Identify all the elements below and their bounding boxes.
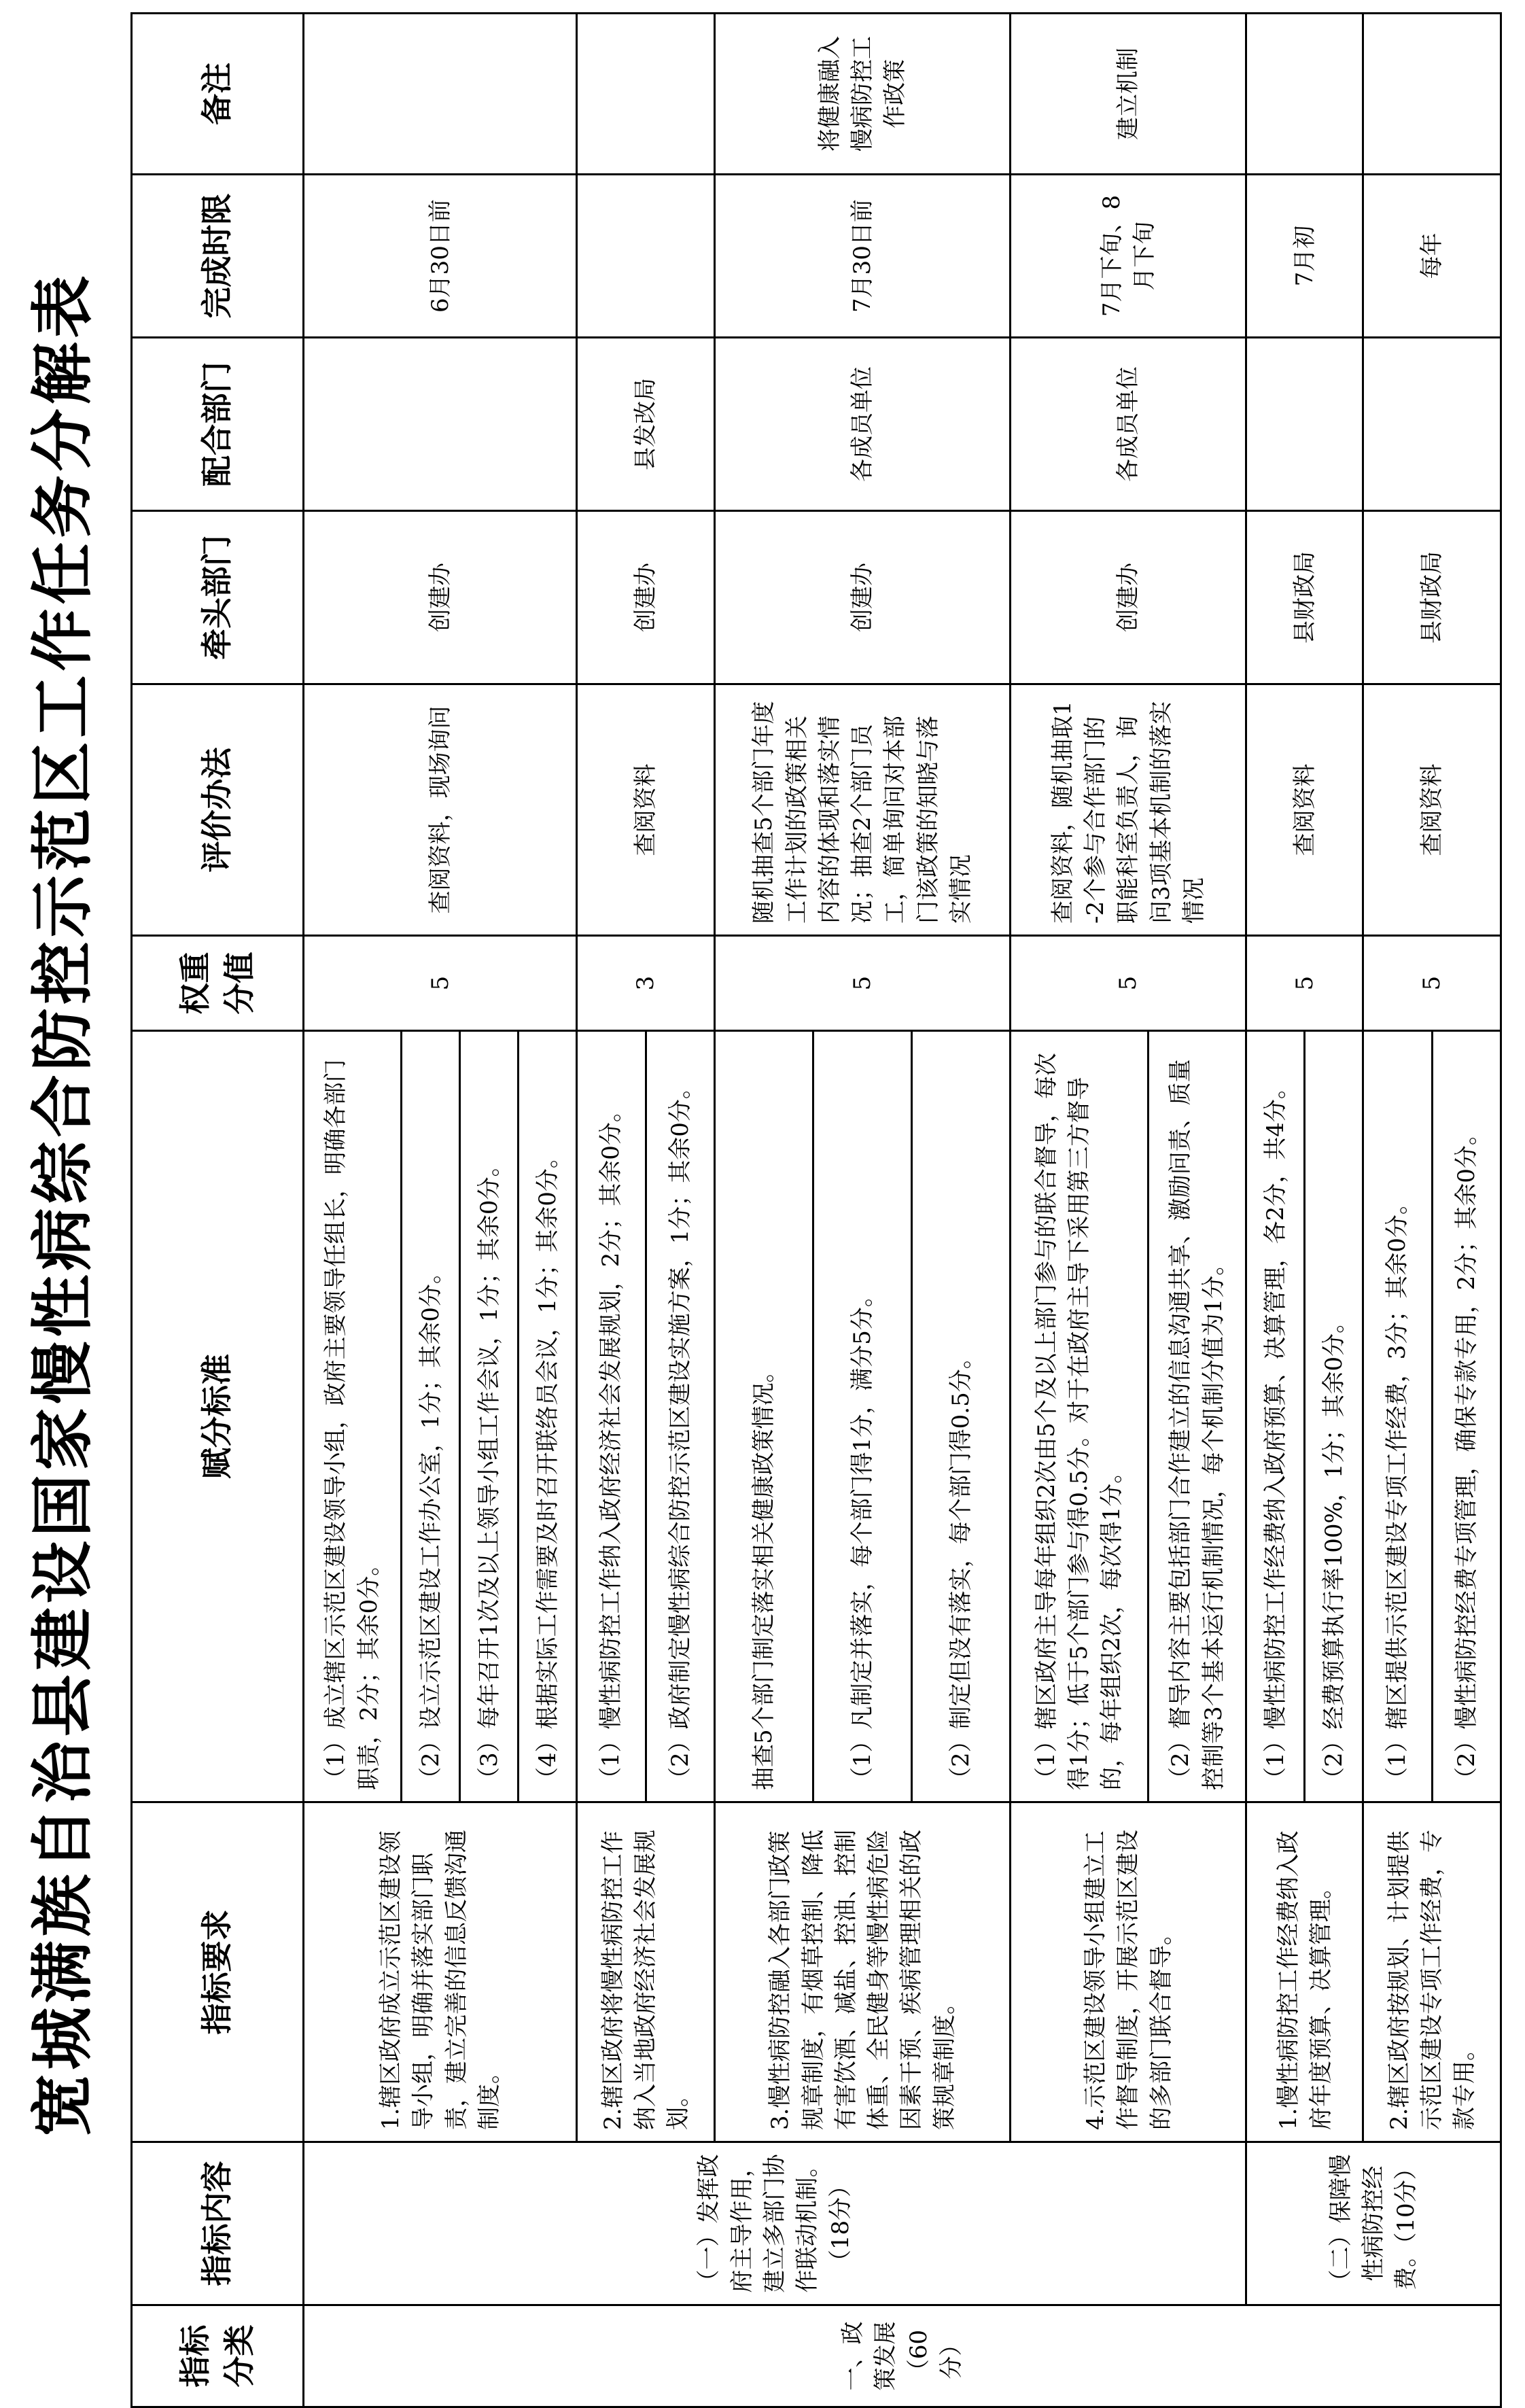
header-remarks: 备注 [132, 14, 304, 175]
content-cell: （二）保障慢性病防控经费。（10分） [1246, 2142, 1501, 2305]
table-row [1246, 14, 1305, 2407]
score-cell: 抽查5个部门制定落实相关健康政策情况。 [714, 1031, 813, 1802]
requirement-cell: 4.示范区建设领导小组建立工作督导制度，开展示范区建设的多部门联合督导。 [1011, 1802, 1246, 2142]
score-cell: （2）政府制定慢性病综合防控示范区建设实施方案，1分；其余0分。 [646, 1031, 714, 1802]
support-cell [1246, 338, 1363, 511]
table-row [304, 14, 402, 2407]
weight-cell: 5 [714, 936, 1011, 1031]
remarks-cell [1246, 14, 1363, 175]
score-cell: （1）慢性病防控工作纳入政府经济社会发展规划，2分；其余0分。 [577, 1031, 646, 1802]
lead-cell: 创建办 [714, 511, 1011, 684]
score-cell: （2）设立示范区建设工作办公室，1分；其余0分。 [402, 1031, 460, 1802]
method-cell: 查阅资料 [1363, 684, 1501, 936]
lead-cell: 县财政局 [1363, 511, 1501, 684]
score-cell: （2）制定但没有落实，每个部门得0.5分。 [912, 1031, 1011, 1802]
table-row [1363, 14, 1432, 2407]
deadline-cell: 7月下旬、8月下旬 [1011, 175, 1246, 338]
method-cell: 查阅资料 [1246, 684, 1363, 936]
deadline-cell: 每年 [1363, 175, 1501, 338]
support-cell: 各成员单位 [714, 338, 1011, 511]
score-cell: （4）根据实际工作需要及时召开联络员会议，1分；其余0分。 [519, 1031, 577, 1802]
lead-cell: 创建办 [1011, 511, 1246, 684]
score-cell: （3）每年召开1次及以上领导小组工作会议，1分；其余0分。 [460, 1031, 519, 1802]
lead-cell: 创建办 [304, 511, 577, 684]
header-category: 指标分类 [132, 2305, 304, 2407]
remarks-cell [304, 14, 577, 175]
weight-cell: 3 [577, 936, 715, 1031]
weight-cell: 5 [1011, 936, 1246, 1031]
method-cell: 查阅资料 [577, 684, 715, 936]
score-cell: （1）凡制定并落实，每个部门得1分，满分5分。 [813, 1031, 912, 1802]
table-row [577, 14, 646, 2407]
support-cell: 县发改局 [577, 338, 715, 511]
score-cell: （1）辖区政府主导每年组织2次由5个及以上部门参与的联合督导，每次得1分；低于5个部门参与得0.5分。对于在政府主导下采用第三方督导的，每年组织2次，每次得1分。 [1011, 1031, 1149, 1802]
header-deadline: 完成时限 [132, 175, 304, 338]
table-row [714, 14, 813, 2407]
weight-cell: 5 [304, 936, 577, 1031]
header-content: 指标内容 [132, 2142, 304, 2305]
header-lead: 牵头部门 [132, 511, 304, 684]
weight-cell: 5 [1363, 936, 1501, 1031]
header-support: 配合部门 [132, 338, 304, 511]
score-cell: （1）慢性病防控工作经费纳入政府预算、决算管理，各2分，共4分。 [1246, 1031, 1305, 1802]
requirement-cell: 3.慢性病防控融入各部门政策规章制度，有烟草控制、降低有害饮酒、减盐、控油、控制体重、全民健身等慢性病危险因素干预、疾病管理相关的政策规章制度。 [714, 1802, 1011, 2142]
header-requirement: 指标要求 [132, 1802, 304, 2142]
header-method: 评价办法 [132, 684, 304, 936]
task-table [130, 12, 1502, 2408]
score-cell: （1）成立辖区示范区建设领导小组，政府主要领导任组长，明确各部门职责，2分；其余0分。 [304, 1031, 402, 1802]
lead-cell: 县财政局 [1246, 511, 1363, 684]
deadline-cell [577, 175, 715, 338]
requirement-cell: 1.辖区政府成立示范区建设领导小组，明确并落实部门职责，建立完善的信息反馈沟通制度。 [304, 1802, 577, 2142]
score-cell: （2）经费预算执行率100%，1分；其余0分。 [1305, 1031, 1363, 1802]
requirement-cell: 2.辖区政府将慢性病防控工作纳入当地政府经济社会发展规划。 [577, 1802, 715, 2142]
weight-cell: 5 [1246, 936, 1363, 1031]
requirement-cell: 2.辖区政府按规划、计划提供示范区建设专项工作经费，专款专用。 [1363, 1802, 1501, 2142]
document-title: 宽城满族自治县建设国家慢性病综合防控示范区工作任务分解表 [27, 271, 99, 2137]
header-row [132, 14, 304, 2407]
method-cell: 随机抽查5个部门年度工作计划的政策相关内容的体现和落实情况；抽查2个部门员工，简单询问对本部门该政策的知晓与落实情况 [714, 684, 1011, 936]
score-cell: （2）督导内容主要包括部门合作建立的信息沟通共享、激励问责、质量控制等3个基本运行机制情况，每个机制分值为1分。 [1149, 1031, 1246, 1802]
support-cell [304, 338, 577, 511]
remarks-cell: 建立机制 [1011, 14, 1246, 175]
content-cell: （一）发挥政府主导作用，建立多部门协作联动机制。（18分） [304, 2142, 1246, 2305]
deadline-cell: 6月30日前 [304, 175, 577, 338]
method-cell: 查阅资料，随机抽取1-2个参与合作部门的职能科室负责人，询问3项基本机制的落实情况 [1011, 684, 1246, 936]
header-scoring: 赋分标准 [132, 1031, 304, 1802]
remarks-cell: 将健康融入慢病防控工作政策 [714, 14, 1011, 175]
method-cell: 查阅资料，现场询问 [304, 684, 577, 936]
requirement-cell: 1.慢性病防控工作经费纳入政府年度预算、决算管理。 [1246, 1802, 1363, 2142]
category-cell: 一、政策发展（60分） [304, 2305, 1501, 2407]
remarks-cell [577, 14, 715, 175]
support-cell [1363, 338, 1501, 511]
lead-cell: 创建办 [577, 511, 715, 684]
support-cell: 各成员单位 [1011, 338, 1246, 511]
header-weight: 权重分值 [132, 936, 304, 1031]
score-cell: （1）辖区提供示范区建设专项工作经费，3分；其余0分。 [1363, 1031, 1432, 1802]
score-cell: （2）慢性病防控经费专项管理，确保专款专用，2分；其余0分。 [1432, 1031, 1501, 1802]
deadline-cell: 7月初 [1246, 175, 1363, 338]
table-row [1011, 14, 1149, 2407]
remarks-cell [1363, 14, 1501, 175]
deadline-cell: 7月30日前 [714, 175, 1011, 338]
